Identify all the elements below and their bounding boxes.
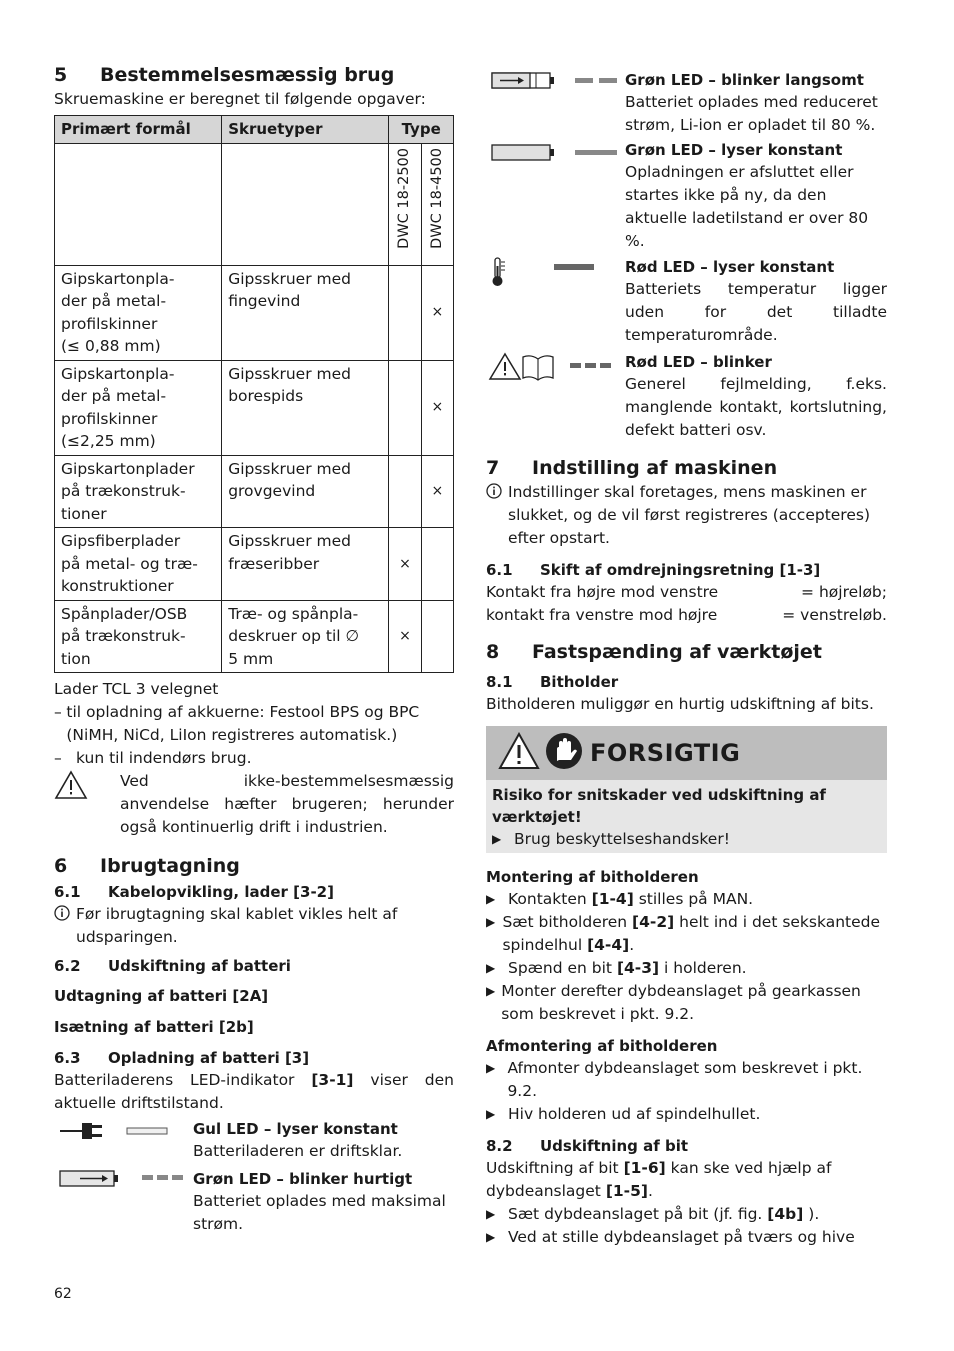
section-61-heading: 6.1 Kabelopvikling, lader [3-2]	[54, 883, 334, 901]
list-item: ▶ Spænd en bit [4-3] i holderen.	[486, 957, 887, 980]
arrow-icon: ▶	[486, 915, 496, 929]
arrow-icon: ▶	[486, 1207, 496, 1221]
arrow-icon: ▶	[486, 892, 496, 906]
caution-box	[486, 726, 887, 853]
check-mark: ×	[421, 455, 453, 528]
section-71-heading: 6.1 Skift af omdrejningsretning [1-3]	[486, 561, 821, 579]
section-82-heading: 8.2 Udskiftning af bit	[486, 1137, 689, 1155]
section-6-heading: 6 Ibrugtagning	[54, 855, 240, 877]
arrow-icon: ▶	[486, 984, 496, 998]
header-screw: Skruetyper	[222, 116, 389, 144]
info-note: Indstillinger skal foretages, mens maskinen er slukket, og de vil først registreres (accepteres) efter opstart.	[486, 481, 887, 550]
check-mark: ×	[389, 600, 421, 673]
section-81-text: Bitholderen muliggør en hurtig udskiftning af bits.	[486, 695, 874, 713]
direction-row: kontakt fra venstre mod højre = venstreløb.	[486, 606, 887, 624]
header-type: Type	[389, 116, 454, 144]
led-yellow-constant: Gul LED – lyser konstant Batteriladeren er driftsklar.	[54, 1118, 454, 1164]
section-62-heading: 6.2 Udskiftning af batteri	[54, 957, 291, 975]
right-column	[486, 62, 887, 1249]
led-green-slow: Grøn LED – blinker langsomt Batteriet oplades med reduceret strøm, Li-ion er opladet til 80 %.	[486, 62, 887, 137]
table-row: Gipskartonpla- der på metal- profilskinner (≤ 0,88 mm) Gipsskruer med fingevind ×	[55, 265, 454, 360]
list-item: – kun til indendørs brug.	[54, 749, 252, 767]
led-red-blink: Rød LED – blinker Generel fejlmelding, f.eks. manglende kontakt, kortslutning, defekt batteri osv.	[486, 351, 887, 442]
direction-row: Kontakt fra højre mod venstre = højreløb;	[486, 583, 887, 601]
arrow-icon: ▶	[486, 961, 496, 975]
section-7-heading: 7 Indstilling af maskinen	[486, 457, 778, 479]
warning-manual-icon	[486, 351, 625, 391]
mount-heading: Montering af bitholderen	[486, 868, 699, 886]
plug-icon	[54, 1118, 193, 1164]
warning-note: Ved ikke-bestemmelsesmæssig anvendelse hæfter brugeren; herunder også kontinuerlig drift i industrien.	[54, 770, 454, 839]
list-item: ▶ Kontakten [1-4] stilles på MAN.	[486, 888, 887, 911]
list-item: ▶ Ved at stille dybdeanslaget på tværs og hive	[486, 1226, 887, 1249]
caution-risk: Risiko for snitskader ved udskiftning af værktøjet!	[492, 786, 826, 826]
check-mark: ×	[389, 528, 421, 601]
check-mark: ×	[421, 265, 453, 360]
list-item: ▶ Afmonter dybdeanslaget som beskrevet i pkt. 9.2.	[486, 1057, 887, 1103]
charger-suited: Lader TCL 3 velegnet	[54, 680, 219, 698]
list-item: ▶ Sæt dybdeanslaget på bit (jf. fig. [4b] ).	[486, 1203, 887, 1226]
battery-partial-icon	[486, 62, 625, 102]
table-row: Spånplader/OSB på trækonstruk- tion Træ- og spånpla- deskruer op til ∅ 5 mm ×	[55, 600, 454, 673]
caution-action: ▶ Brug beskyttelseshandsker!	[492, 828, 881, 851]
header-purpose: Primært formål	[55, 116, 222, 144]
battery-insert-heading: Isætning af batteri [2b]	[54, 1018, 254, 1036]
check-mark: ×	[421, 360, 453, 455]
arrow-icon: ▶	[486, 1061, 496, 1075]
section-5-heading: 5 Bestemmelsesmæssig brug	[54, 64, 395, 86]
caution-bar	[486, 726, 887, 780]
section-63-text: Batteriladerens LED-indikator [3-1] viser den aktuelle driftstilstand.	[54, 1071, 454, 1112]
section-8-heading: 8 Fastspænding af værktøjet	[486, 641, 822, 663]
battery-remove-heading: Udtagning af batteri [2A]	[54, 987, 269, 1005]
table-row: Gipsfiberplader på metal- og træ- konstruktioner Gipsskruer med fræseribber ×	[55, 528, 454, 601]
list-item: – til opladning af akkuerne: Festool BPS og BPC (NiMH, NiCd, LiIon registreres automatisk.)	[54, 703, 420, 744]
led-green-constant: Grøn LED – lyser konstant Opladningen er afsluttet eller startes ikke på ny, da den aktuelle ladetilstand er over 80 %.	[486, 139, 887, 253]
type-dwc-2500: DWC 18-2500	[396, 147, 413, 249]
battery-full-icon	[486, 139, 625, 179]
list-item: ▶ Monter derefter dybdeanslaget på gearkassen som beskrevet i pkt. 9.2.	[486, 980, 887, 1026]
page-number: 62	[54, 1286, 72, 1302]
list-item: ▶ Sæt bitholderen [4-2] helt ind i det sekskantede spindelhul [4-4].	[486, 911, 887, 957]
battery-charging-icon	[54, 1168, 193, 1214]
info-icon	[486, 481, 508, 550]
arrow-icon: ▶	[486, 1107, 496, 1121]
warning-triangle-icon	[54, 770, 120, 839]
application-table	[54, 115, 454, 673]
list-item: ▶ Hiv holderen ud af spindelhullet.	[486, 1103, 887, 1126]
section-63-heading: 6.3 Opladning af batteri [3]	[54, 1049, 310, 1067]
info-icon	[54, 903, 76, 949]
section-5-intro: Skruemaskine er beregnet til følgende opgaver:	[54, 90, 426, 108]
type-dwc-4500: DWC 18-4500	[428, 147, 445, 249]
left-column	[54, 62, 454, 1236]
section-82-text: Udskiftning af bit [1-6] kan ske ved hjælp af dybdeanslaget [1-5].	[486, 1159, 832, 1200]
section-81-heading: 8.1 Bitholder	[486, 673, 619, 691]
table-row: Gipskartonpla- der på metal- profilskinner (≤2,25 mm) Gipsskruer med borespids ×	[55, 360, 454, 455]
glove-icon	[544, 731, 584, 775]
info-note: Før ibrugtagning skal kablet vikles helt af udsparingen.	[54, 903, 454, 949]
caution-title: FORSIGTIG	[590, 739, 741, 767]
dismount-heading: Afmontering af bitholderen	[486, 1037, 718, 1055]
warning-triangle-icon	[498, 732, 540, 774]
table-row: Gipskartonplader på trækonstruk- tioner Gipsskruer med grovgevind ×	[55, 455, 454, 528]
thermometer-icon	[486, 256, 625, 296]
led-green-fast: Grøn LED – blinker hurtigt Batteriet oplades med maksimal strøm.	[54, 1168, 454, 1236]
arrow-icon: ▶	[486, 1230, 496, 1244]
led-red-constant: Rød LED – lyser konstant Batteriets temperatur ligger uden for det tilladte temperaturområde.	[486, 256, 887, 347]
arrow-icon: ▶	[492, 832, 502, 846]
